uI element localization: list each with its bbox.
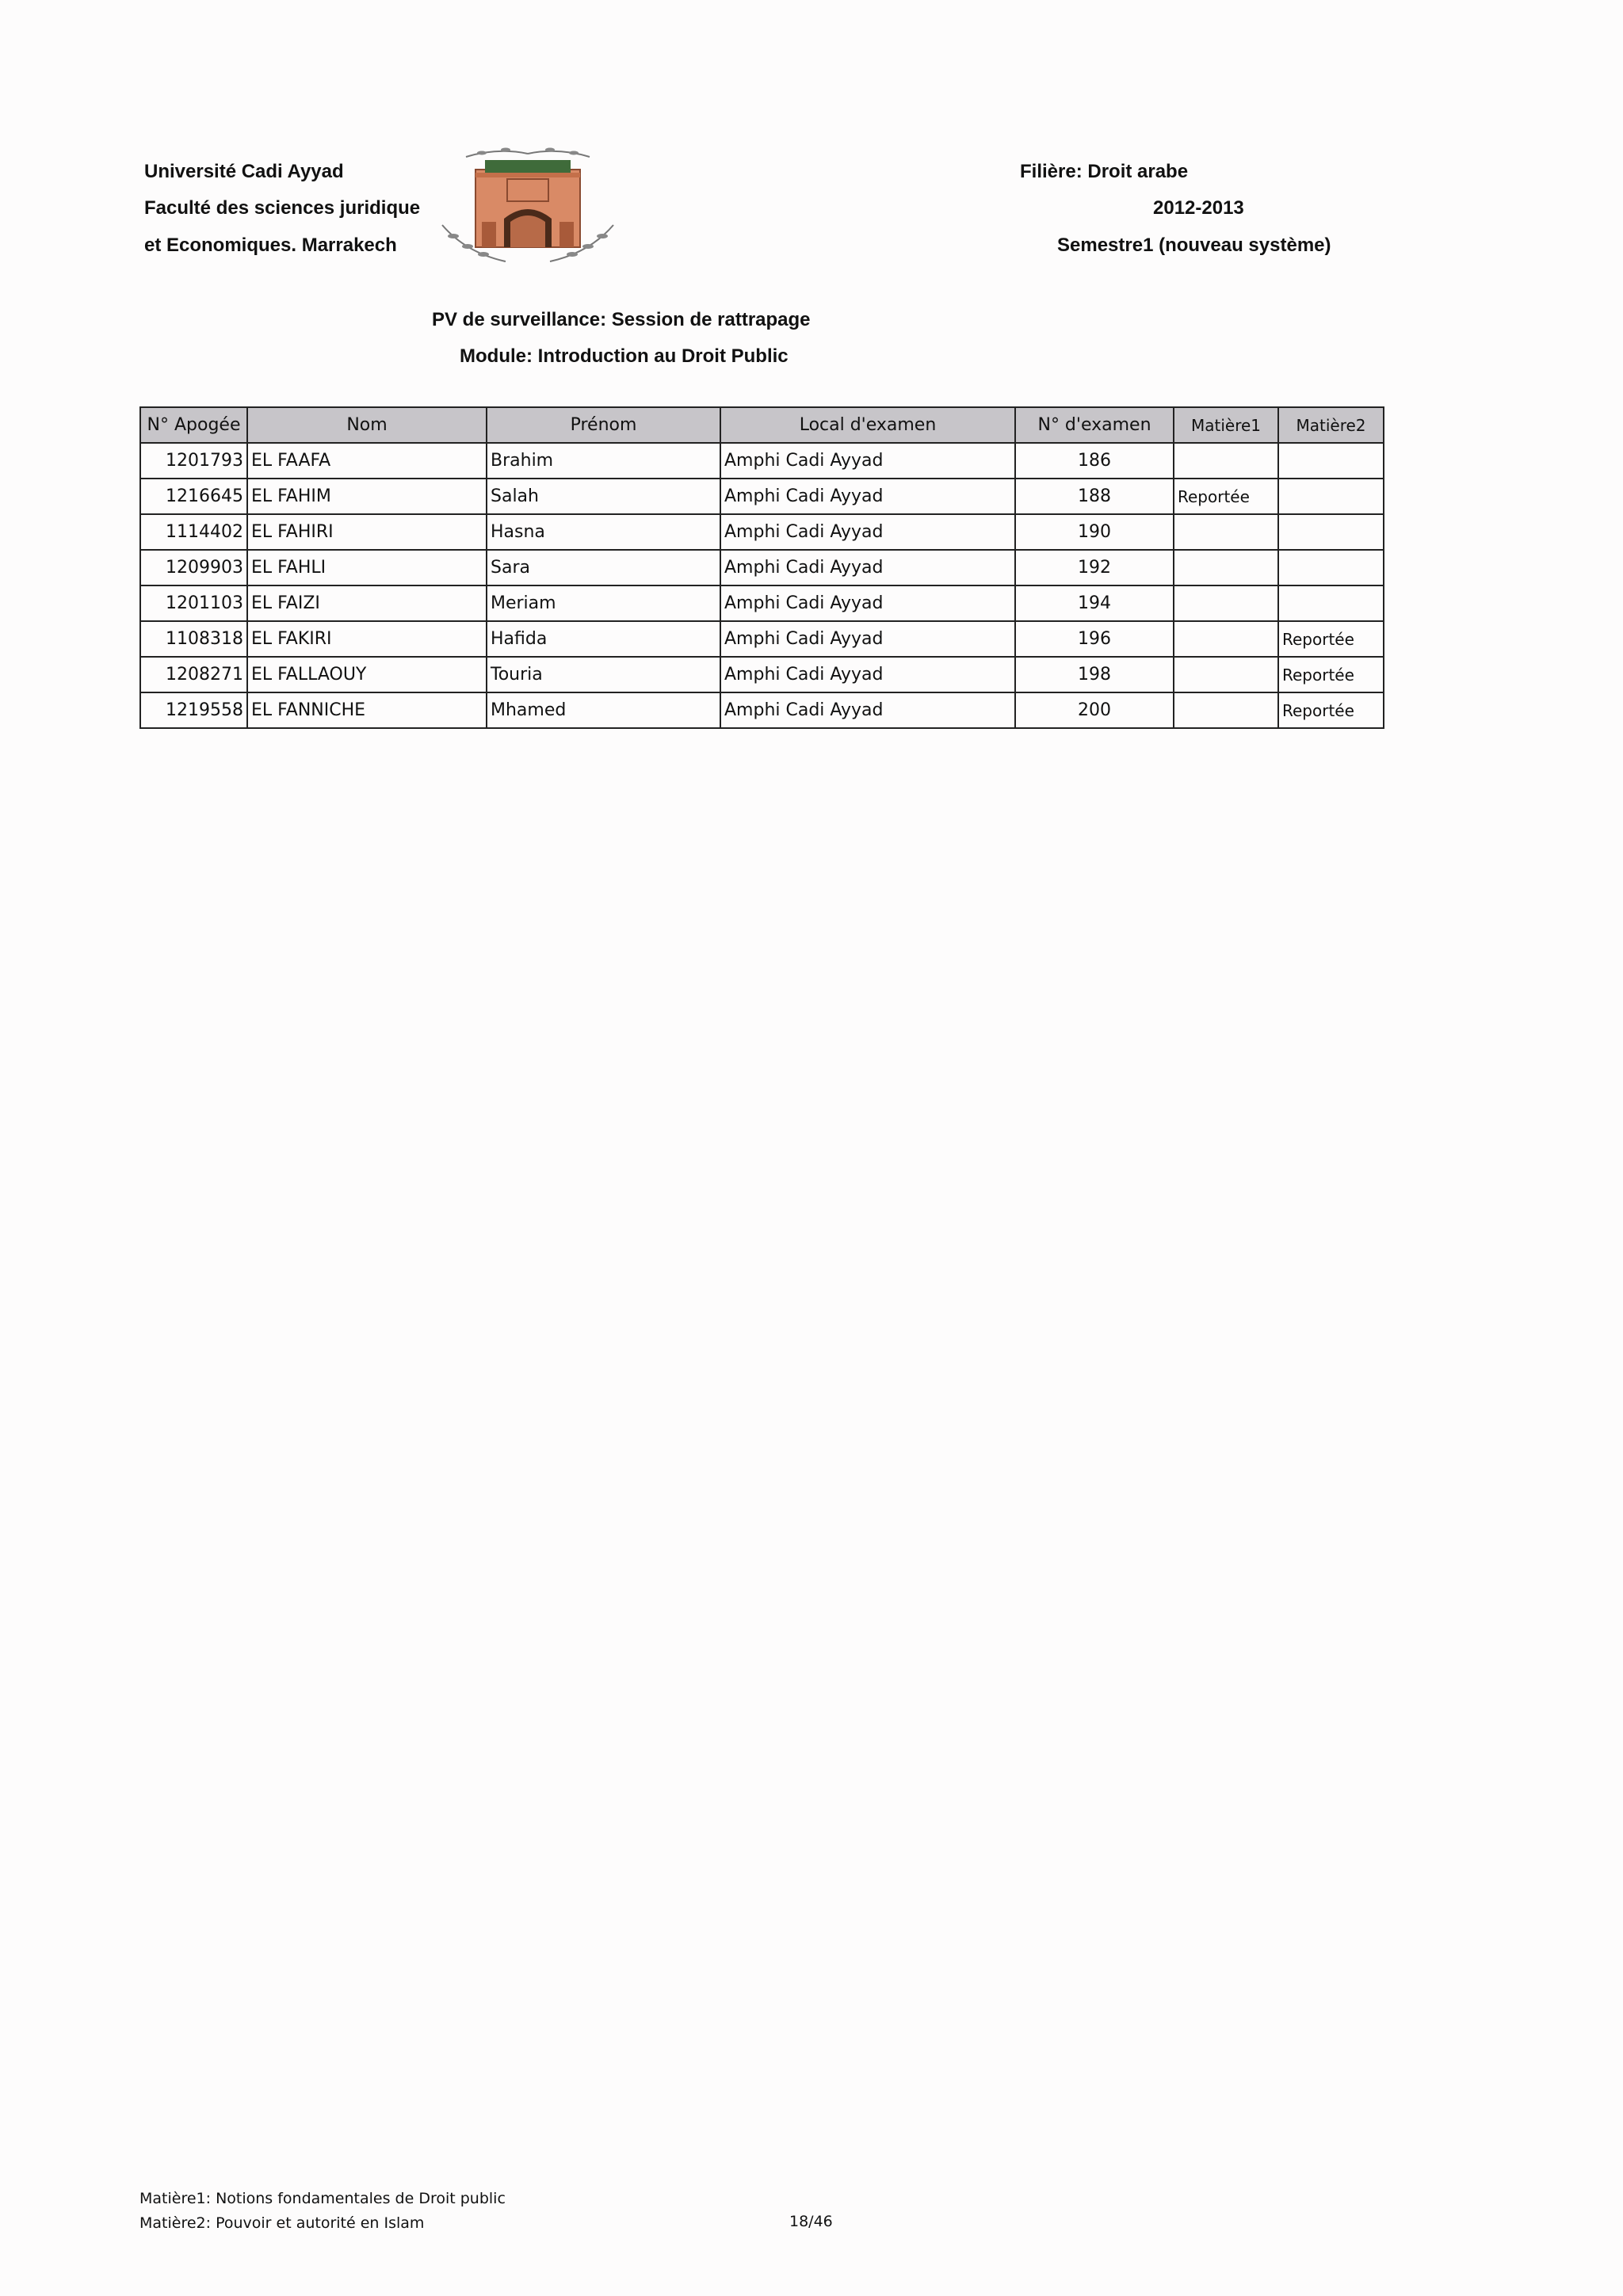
cell-matiere1 [1174,443,1278,479]
cell-local: Amphi Cadi Ayyad [720,657,1015,692]
cell-prenom: Brahim [487,443,720,479]
cell-examen: 188 [1015,479,1174,514]
cell-local: Amphi Cadi Ayyad [720,585,1015,621]
cell-apogee: 1216645 [140,479,247,514]
cell-local: Amphi Cadi Ayyad [720,479,1015,514]
cell-matiere2 [1278,479,1384,514]
column-header-prenom: Prénom [487,407,720,443]
cell-apogee: 1201793 [140,443,247,479]
surveillance-table [139,406,1384,729]
faculty-name: Faculté des sciences juridique [144,197,421,219]
footer-matiere2-legend: Matière2: Pouvoir et autorité en Islam [139,2214,425,2232]
filiere-label: Filière: Droit arabe [1020,161,1189,182]
cell-nom: EL FAHIM [247,479,487,514]
cell-examen: 186 [1015,443,1174,479]
cell-prenom: Hafida [487,621,720,657]
cell-matiere1: Reportée [1174,479,1278,514]
cell-matiere1 [1174,585,1278,621]
cell-apogee: 1219558 [140,692,247,728]
cell-matiere2: Reportée [1278,621,1384,657]
cell-prenom: Sara [487,550,720,585]
university-name: Université Cadi Ayyad [144,161,344,182]
table-row [140,692,1384,728]
table-row [140,585,1384,621]
cell-apogee: 1108318 [140,621,247,657]
cell-apogee: 1114402 [140,514,247,550]
cell-prenom: Touria [487,657,720,692]
table-row [140,550,1384,585]
cell-matiere2 [1278,585,1384,621]
cell-matiere2: Reportée [1278,657,1384,692]
table-row [140,621,1384,657]
table-row [140,657,1384,692]
cell-nom: EL FAIZI [247,585,487,621]
cell-examen: 194 [1015,585,1174,621]
cell-matiere1 [1174,550,1278,585]
cell-nom: EL FAAFA [247,443,487,479]
cell-local: Amphi Cadi Ayyad [720,621,1015,657]
cell-apogee: 1209903 [140,550,247,585]
cell-nom: EL FAHLI [247,550,487,585]
cell-apogee: 1208271 [140,657,247,692]
cell-local: Amphi Cadi Ayyad [720,550,1015,585]
cell-examen: 190 [1015,514,1174,550]
faculty-city: et Economiques. Marrakech [144,235,397,256]
cell-prenom: Salah [487,479,720,514]
column-header-nom: Nom [247,407,487,443]
cell-examen: 192 [1015,550,1174,585]
document-title: PV de surveillance: Session de rattrapage [432,309,811,330]
cell-nom: EL FANNICHE [247,692,487,728]
column-header-local: Local d'examen [720,407,1015,443]
cell-matiere1 [1174,621,1278,657]
cell-prenom: Hasna [487,514,720,550]
table-row [140,514,1384,550]
cell-nom: EL FALLAOUY [247,657,487,692]
cell-matiere2: Reportée [1278,692,1384,728]
cell-prenom: Mhamed [487,692,720,728]
cell-examen: 200 [1015,692,1174,728]
cell-nom: EL FAHIRI [247,514,487,550]
cell-matiere2 [1278,443,1384,479]
cell-matiere2 [1278,550,1384,585]
cell-apogee: 1201103 [140,585,247,621]
cell-matiere1 [1174,514,1278,550]
column-header-apogee: N° Apogée [140,407,247,443]
cell-examen: 198 [1015,657,1174,692]
cell-local: Amphi Cadi Ayyad [720,443,1015,479]
university-gate-logo-icon [434,146,621,266]
table-row [140,443,1384,479]
cell-matiere1 [1174,692,1278,728]
cell-examen: 196 [1015,621,1174,657]
academic-year: 2012-2013 [1153,197,1244,219]
cell-matiere2 [1278,514,1384,550]
cell-prenom: Meriam [487,585,720,621]
module-title: Module: Introduction au Droit Public [460,345,789,367]
footer-matiere1-legend: Matière1: Notions fondamentales de Droit public [139,2190,506,2207]
cell-local: Amphi Cadi Ayyad [720,692,1015,728]
table-row [140,479,1384,514]
semester-label: Semestre1 (nouveau système) [1057,235,1331,256]
cell-matiere1 [1174,657,1278,692]
cell-local: Amphi Cadi Ayyad [720,514,1015,550]
table-header-row [140,407,1384,443]
cell-nom: EL FAKIRI [247,621,487,657]
column-header-matiere1: Matière1 [1174,407,1278,443]
column-header-matiere2: Matière2 [1278,407,1384,443]
page-number: 18/46 [789,2213,833,2230]
column-header-examen: N° d'examen [1015,407,1174,443]
